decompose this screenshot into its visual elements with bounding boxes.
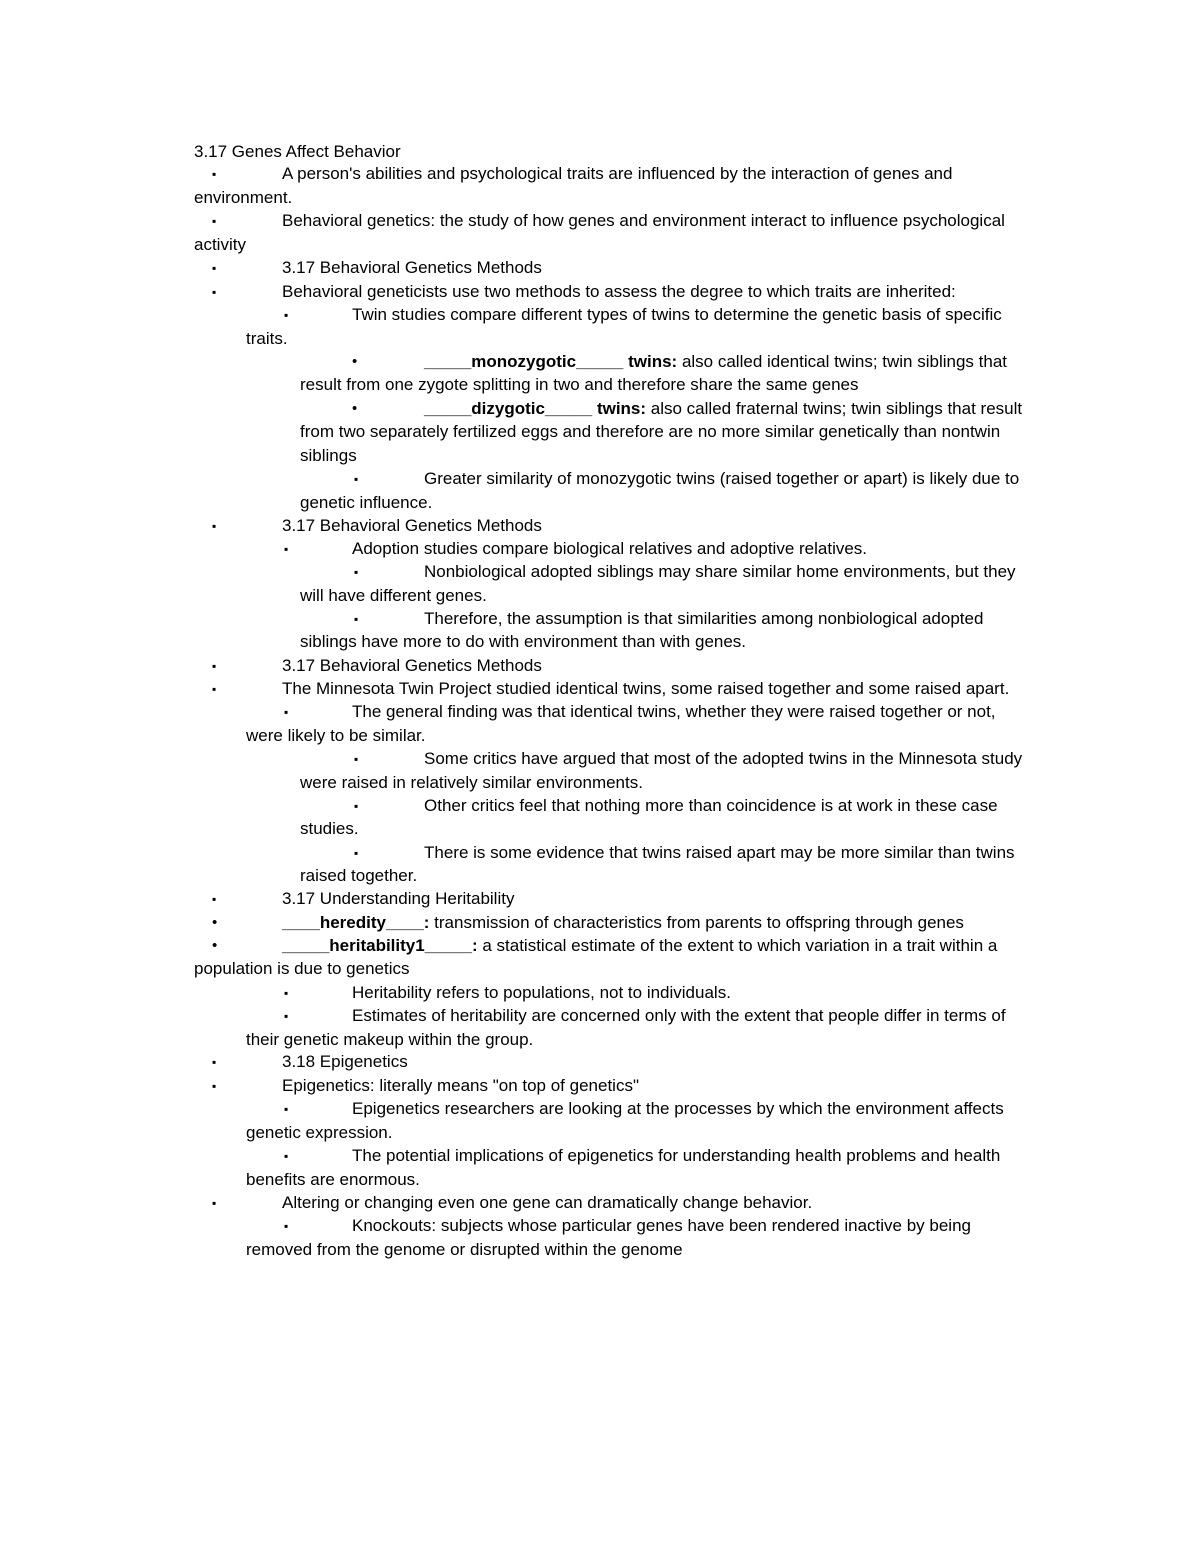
bullet-icon: ▪ (284, 1219, 289, 1233)
text-line: 3.17 Behavioral Genetics Methods (282, 258, 542, 277)
bullet-icon: ▪ (212, 682, 217, 696)
text-line: siblings (300, 446, 357, 465)
bullet-icon: • (212, 937, 218, 954)
text-line: environment. (194, 188, 293, 207)
text-line: removed from the genome or disrupted within the genome (246, 1240, 683, 1259)
text-line: from two separately fertilized eggs and therefore are no more similar genetically than nontwin (300, 422, 1001, 441)
term-definition: also called fraternal twins; twin siblings that result (646, 399, 1023, 418)
text-line: Adoption studies compare biological relatives and adoptive relatives. (352, 539, 868, 558)
text-line (424, 352, 1007, 374)
bullet-icon: ▪ (284, 308, 289, 322)
bullet-icon: ▪ (284, 705, 289, 719)
bullet-icon: ▪ (212, 1196, 217, 1210)
bullet-icon: ▪ (354, 472, 359, 486)
text-line: 3.17 Behavioral Genetics Methods (282, 516, 542, 535)
text-line: studies. (300, 819, 359, 838)
text-line: 3.18 Epigenetics (282, 1052, 408, 1071)
bullet-icon: ▪ (212, 659, 217, 673)
text-line (424, 399, 1022, 421)
bullet-icon: ▪ (354, 565, 359, 579)
term-definition: a statistical estimate of the extent to which variation in a trait within a (477, 936, 998, 955)
term-blank: _____heritability1_____: (282, 936, 478, 955)
bullet-icon: ▪ (212, 214, 217, 228)
bullet-icon: ▪ (354, 752, 359, 766)
text-line: Heritability refers to populations, not to individuals. (352, 983, 731, 1002)
text-line: Therefore, the assumption is that similarities among nonbiological adopted (424, 609, 984, 628)
text-line: 3.17 Behavioral Genetics Methods (282, 656, 542, 675)
bullet-icon: ▪ (354, 799, 359, 813)
bullet-icon: ▪ (212, 519, 217, 533)
text-line: Twin studies compare different types of twins to determine the genetic basis of specific (352, 305, 1002, 324)
term-definition: transmission of characteristics from parents to offspring through genes (429, 913, 964, 932)
bullet-icon: ▪ (212, 167, 217, 181)
text-line: activity (194, 235, 246, 254)
text-line: will have different genes. (300, 586, 487, 605)
bullet-icon: ▪ (212, 1079, 217, 1093)
text-line: result from one zygote splitting in two and therefore share the same genes (300, 375, 859, 394)
text-line: their genetic makeup within the group. (246, 1030, 534, 1049)
text-line: Knockouts: subjects whose particular genes have been rendered inactive by being (352, 1216, 971, 1235)
text-line: Other critics feel that nothing more than coincidence is at work in these case (424, 796, 998, 815)
term-definition: also called identical twins; twin siblings that (677, 352, 1007, 371)
text-line: A person's abilities and psychological traits are influenced by the interaction of genes and (282, 164, 953, 183)
text-line: Behavioral geneticists use two methods to assess the degree to which traits are inherited: (282, 282, 956, 301)
bullet-icon: • (352, 400, 358, 417)
bullet-icon: • (352, 353, 358, 370)
text-line: traits. (246, 329, 288, 348)
text-line: 3.17 Understanding Heritability (282, 889, 515, 908)
text-line: Epigenetics researchers are looking at the processes by which the environment affects (352, 1099, 1004, 1118)
text-line: The Minnesota Twin Project studied identical twins, some raised together and some raised apart. (282, 679, 1010, 698)
text-line: Nonbiological adopted siblings may share similar home environments, but they (424, 562, 1016, 581)
bullet-icon: ▪ (284, 1149, 289, 1163)
text-line: Behavioral genetics: the study of how genes and environment interact to influence psychological (282, 211, 1005, 230)
term-blank: ____heredity____: (282, 913, 430, 932)
text-line: population is due to genetics (194, 959, 410, 978)
bullet-icon: ▪ (212, 1055, 217, 1069)
bullet-icon: ▪ (284, 1102, 289, 1116)
bullet-icon: ▪ (212, 892, 217, 906)
text-line: The potential implications of epigenetics for understanding health problems and health (352, 1146, 1001, 1165)
bullet-icon: ▪ (354, 846, 359, 860)
text-line: Some critics have argued that most of the adopted twins in the Minnesota study (424, 749, 1023, 768)
text-line: Estimates of heritability are concerned only with the extent that people differ in terms of (352, 1006, 1006, 1025)
text-line: Altering or changing even one gene can dramatically change behavior. (282, 1193, 813, 1212)
text-line: Epigenetics: literally means "on top of genetics" (282, 1076, 639, 1095)
text-line: siblings have more to do with environment than with genes. (300, 632, 747, 651)
page-title: 3.17 Genes Affect Behavior (194, 142, 401, 161)
text-line: genetic expression. (246, 1123, 393, 1142)
text-line: The general finding was that identical twins, whether they were raised together or not, (352, 702, 996, 721)
text-line: There is some evidence that twins raised apart may be more similar than twins (424, 843, 1015, 862)
text-line: genetic influence. (300, 493, 433, 512)
text-line: raised together. (300, 866, 418, 885)
bullet-icon: • (212, 914, 218, 931)
text-line (282, 936, 997, 958)
term-blank: _____monozygotic_____ twins: (424, 352, 678, 371)
text-line: were raised in relatively similar environments. (300, 773, 643, 792)
bullet-icon: ▪ (212, 261, 217, 275)
bullet-icon: ▪ (354, 612, 359, 626)
term-blank: _____dizygotic_____ twins: (424, 399, 647, 418)
bullet-icon: ▪ (284, 542, 289, 556)
text-line (282, 913, 964, 935)
bullet-icon: ▪ (284, 986, 289, 1000)
bullet-icon: ▪ (284, 1009, 289, 1023)
text-line: benefits are enormous. (246, 1170, 420, 1189)
text-line: Greater similarity of monozygotic twins (raised together or apart) is likely due to (424, 469, 1020, 488)
text-line: were likely to be similar. (246, 726, 426, 745)
bullet-icon: ▪ (212, 285, 217, 299)
